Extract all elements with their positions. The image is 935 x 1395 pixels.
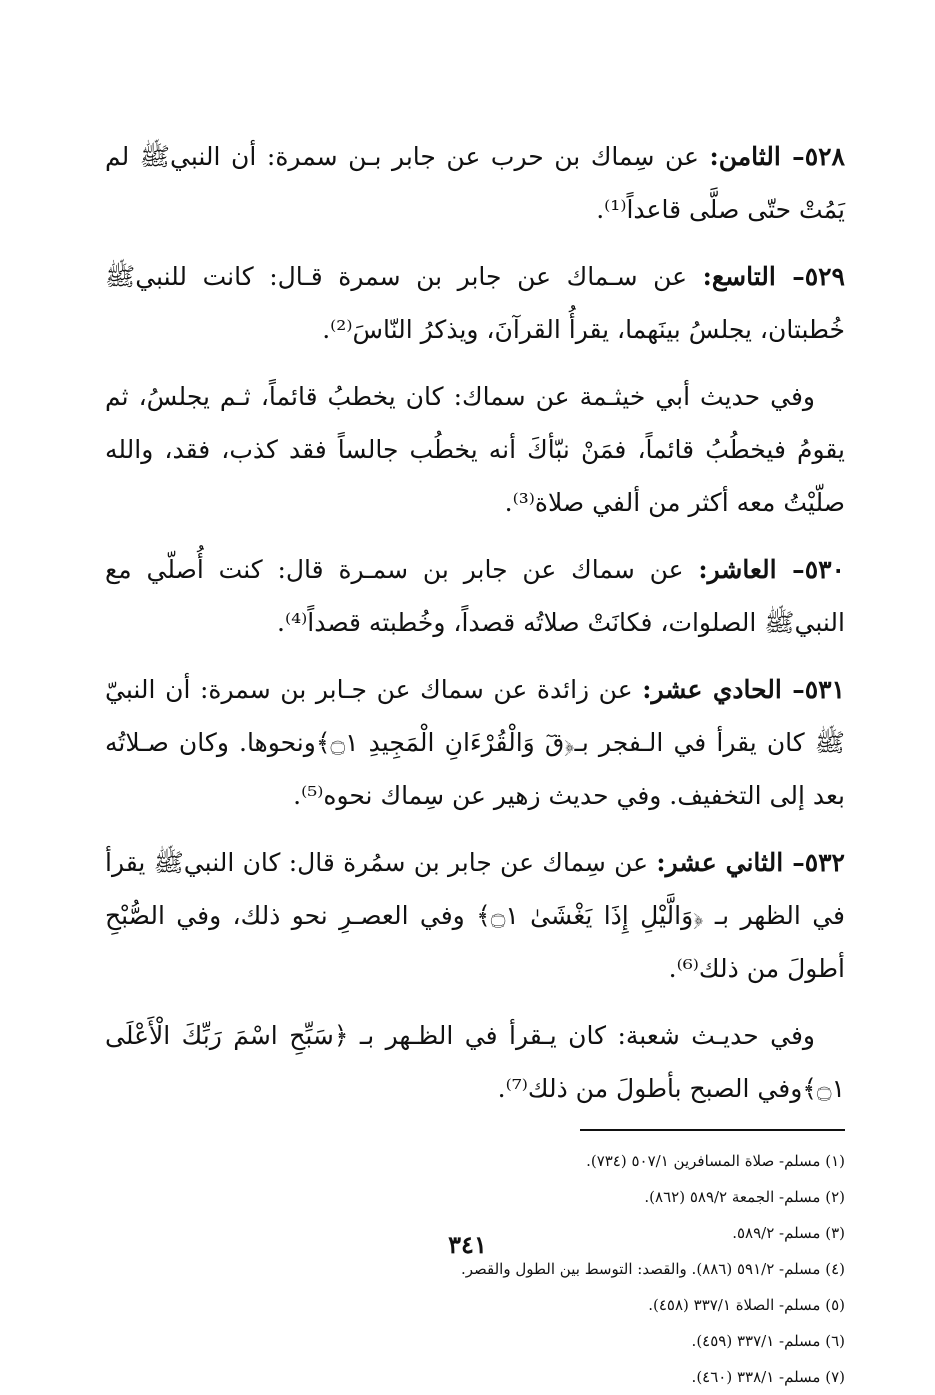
hadith-number: ٥٢٨– الثامن: <box>709 142 845 171</box>
footnote-1: (١) مسلم- صلاة المسافرين ٥٠٧/١ (٧٣٤). <box>586 1152 845 1170</box>
hadith-528 <box>105 130 845 236</box>
footnote-6: (٦) مسلم- ٣٣٧/١ (٤٥٩). <box>691 1332 845 1350</box>
hadith-532 <box>105 836 845 995</box>
hadith-text: وفي حديـث شعبة: كان يـقرأ في الظـهر بـ ﴿سَبِّحِ اسْمَ رَبِّكَ الْأَعْلَى ۝١﴾وفي الصبح بأطولَ من ذلك⁽⁷⁾. <box>105 1021 845 1103</box>
hadith-text: عن سماك عن جابر بن سمـرة قال: كنت أُصلّي مع النبيﷺ الصلوات، فكانَتْ صلاتُه قصداً، وخُطبته قصداً⁽⁴⁾. <box>105 555 845 637</box>
footnote-separator <box>580 1129 845 1131</box>
hadith-number: ٥٣٢– الثاني عشر: <box>656 848 845 877</box>
footnote-5: (٥) مسلم- الصلاة ٣٣٧/١ (٤٥٨). <box>648 1296 845 1314</box>
footnote-2: (٢) مسلم- الجمعة ٥٨٩/٢ (٨٦٢). <box>644 1188 845 1206</box>
hadith-529-variant <box>105 370 845 529</box>
hadith-text: عن سِماك بن حرب عن جابر بـن سمرة: أن النبيﷺ لم يَمُتْ حتّى صلَّى قاعداً⁽¹⁾. <box>105 142 845 224</box>
hadith-530 <box>105 543 845 649</box>
footnote-3: (٣) مسلم- ٥٨٩/٢. <box>732 1224 845 1242</box>
hadith-number: ٥٣١– الحادي عشر: <box>642 675 845 704</box>
hadith-text: عن سِماك عن جابر بن سمُرة قال: كان النبيﷺ يقرأ في الظهر بـ ﴿وَالَّيْلِ إِذَا يَغْشَىٰ ۝١﴾ وفي العصـرِ نحو ذلك، وفي الصُّبْحِ أطولَ من ذلك⁽⁶⁾. <box>105 848 845 983</box>
hadith-number: ٥٢٩– التاسع: <box>702 262 845 291</box>
hadith-text: عن زائدة عن سماك عن جـابر بن سمرة: أن النبيّ ﷺ كان يقرأ في الـفجر بـ﴿قٓ وَالْقُرْءَانِ الْمَجِيدِ ۝١﴾ونحوها. وكان صـلاتُه بعد إلى التخفيف. وفي حديث زهير عن سِماك نحوه⁽⁵⁾. <box>105 675 846 810</box>
hadith-text: عن سـماك عن جابر بن سمرة قـال: كانت للنبيﷺ خُطبتان، يجلسُ بينَهما، يقرأُ القرآنَ، ويذكرُ النّاسَ⁽²⁾. <box>105 262 845 344</box>
hadith-number: ٥٣٠– العاشر: <box>698 555 845 584</box>
footnote-7: (٧) مسلم- ٣٣٨/١ (٤٦٠). <box>691 1368 845 1386</box>
footnotes <box>105 1143 845 1395</box>
hadith-532-variant <box>105 1009 845 1115</box>
hadith-529 <box>105 250 845 356</box>
hadith-531 <box>105 663 845 822</box>
page-number: ٣٤١ <box>448 1230 487 1259</box>
page-body <box>105 130 845 1395</box>
hadith-text: وفي حديث أبي خيثـمة عن سماك: كان يخطبُ قائماً، ثـم يجلسُ، ثم يقومُ فيخطُبُ قائماً، فمَنْ نبّأكَ أنه يخطُب جالساً فقد كذب، فقد، والله صلّيْتُ معه أكثر من ألفي صلاة⁽³⁾. <box>105 382 845 517</box>
footnote-4: (٤) مسلم- ٥٩١/٢ (٨٨٦). والقصد: التوسط بين الطول والقصر. <box>460 1260 845 1278</box>
